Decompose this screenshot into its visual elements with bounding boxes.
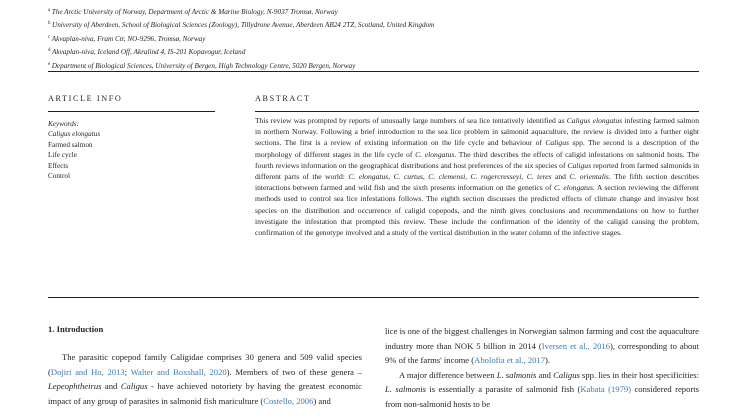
affiliation-text: Akvaplan-niva, Iceland Off, Akralind 4, IS-201 Kopavogur, Iceland: [52, 48, 246, 57]
affiliation-line: [48, 5, 708, 18]
text-run: . The third describes the effects of caligid infestations on salmonid hosts. The fourth reviews information on the geographical distributions and host preferences of the six species of: [255, 149, 699, 170]
abstract-text: [255, 115, 699, 238]
text-run: Caligus elongatus: [566, 116, 623, 125]
keywords-title: Keywords:: [48, 120, 79, 128]
citation-link[interactable]: Walter and Boxshall, 2020: [130, 366, 227, 377]
text-run: L. salmonis: [496, 369, 537, 380]
introduction-heading: 1. Introduction: [48, 324, 104, 334]
intro-right-paragraph-1: [385, 324, 699, 368]
citation-link[interactable]: Kabata (1979): [580, 384, 632, 395]
affiliation-line: [48, 18, 708, 31]
keyword-item: Caligus elongatus: [48, 130, 101, 139]
text-run: C. orientalis: [569, 172, 609, 182]
article-info-rule: [48, 111, 215, 112]
text-run: . The fifth section describes interactions between farmed and wild fish and the sixth presents information on the genetics of: [255, 172, 699, 193]
article-info-heading: ARTICLE INFO: [48, 94, 123, 103]
abstract-bottom-rule: [48, 297, 699, 298]
affiliation-mark: a: [48, 8, 51, 13]
text-run: C. elongatus: [553, 183, 593, 193]
text-run: reported from farmed salmonids in different parts of the world:: [255, 160, 699, 182]
text-run: ;: [124, 366, 131, 377]
text-run: ), corresponding to about 9% of the farms' income (: [385, 340, 699, 366]
affiliation-mark: d: [48, 48, 51, 54]
text-run: This review was prompted by reports of unusually large numbers of sea lice tentatively identified as: [255, 116, 567, 125]
text-run: Lepeophtheirus: [48, 381, 102, 392]
text-run: A major difference between: [399, 369, 497, 380]
text-run: L. salmonis: [385, 384, 426, 395]
citation-link[interactable]: Dojiri and Ho, 2013: [50, 366, 125, 377]
affiliation-mark: e: [48, 61, 51, 67]
text-run: C. elongatus, C. curtus, C. clemensi, C. rogercresseyi, C. teres: [348, 172, 552, 182]
keyword-item: Effects: [48, 161, 69, 170]
text-run: The parasitic copepod family Caligidae comprises 30 genera and 509 valid species (: [48, 352, 362, 377]
keywords-list: [48, 119, 100, 181]
text-run: Caligus: [120, 381, 148, 392]
text-run: ).: [545, 355, 551, 366]
text-run: is essentially a parasite of salmonid fish (: [425, 384, 581, 395]
intro-right-paragraph-2: [385, 368, 699, 412]
text-run: lice is one of the biggest challenges in Norwegian salmon farming and cost the aquaculture industry more than NOK 5 billion in 2014 (: [385, 326, 699, 351]
abstract-rule: [255, 111, 699, 112]
text-run: ) and: [313, 395, 331, 406]
keyword-item: Farmed salmon: [48, 140, 93, 149]
text-run: - have achieved notoriety by having the greatest economic impact of any group of parasites in salmonid fish mariculture (: [48, 381, 362, 406]
citation-link[interactable]: Costello, 2006: [263, 395, 314, 406]
text-run: Caligus: [553, 369, 580, 380]
text-run: spp. The second is a description of the morphology of different stages in the life cycle of: [255, 138, 699, 159]
text-run: spp. lies in their host specificities:: [579, 369, 700, 380]
text-run: C. elongatus: [415, 149, 455, 159]
text-run: and: [551, 172, 570, 182]
affiliation-text: Department of Biological Sciences, University of Bergen, High Technology Centre, 5020 Bergen, Norway: [51, 61, 356, 70]
affiliation-line: [48, 32, 708, 45]
keyword-item: Life cycle: [48, 151, 77, 160]
text-run: and: [101, 381, 121, 392]
intro-left-paragraph: [48, 350, 362, 408]
affiliations: [48, 5, 708, 72]
text-run: infesting farmed salmon in northern Norway. Following a brief introduction to the sea lice problem in salmonid aquaculture, the review is divided into a further eight sections. The first is a review of existing information on the life cycle and behaviour of: [255, 116, 699, 148]
affiliation-text: Akvaplan-niva, Fram Ctr, NO-9296, Tromsø, Norway: [51, 34, 206, 43]
text-run: ). Members of two of these genera –: [226, 366, 362, 377]
text-run: and: [536, 369, 554, 380]
affiliation-mark: b: [48, 21, 51, 27]
affiliation-text: The Arctic University of Norway, Department of Arctic & Marine Biology, N-9037 Tromsø, Norway: [51, 8, 338, 16]
abstract-heading: ABSTRACT: [255, 94, 311, 103]
text-run: considered reports from non-salmonid hosts to be: [385, 384, 699, 409]
affiliation-mark: c: [48, 34, 51, 40]
affiliation-line: [48, 45, 708, 58]
text-run: . A section reviewing the different methods used to control sea lice infestations follows. The eighth section discusses the predicted effects of climate change and invasive host species on the distribution and occurrence of caligid copepods, and the ninth gives conclusions and recommendations on how to further investigate the infestation that prompted this review. These include the confirmation of the identity of the caligid causing the problem, confirmation of the genotype involved and a study of the vertical distribution in the water column of the infective stages.: [255, 183, 699, 238]
keyword-item: Control: [48, 172, 70, 181]
citation-link[interactable]: Iversen et al., 2016: [541, 340, 611, 351]
text-run: Caligus: [545, 138, 569, 148]
text-run: Caligus: [567, 160, 592, 170]
top-rule: [48, 71, 699, 72]
citation-link[interactable]: Abolofia et al., 2017: [474, 355, 546, 366]
intro-right-column: [385, 324, 699, 412]
affiliation-text: University of Aberdeen, School of Biological Sciences (Zoology), Tillydrone Avenue, Aberdeen AB24 2TZ, Scotland, United Kingdom: [52, 21, 435, 30]
